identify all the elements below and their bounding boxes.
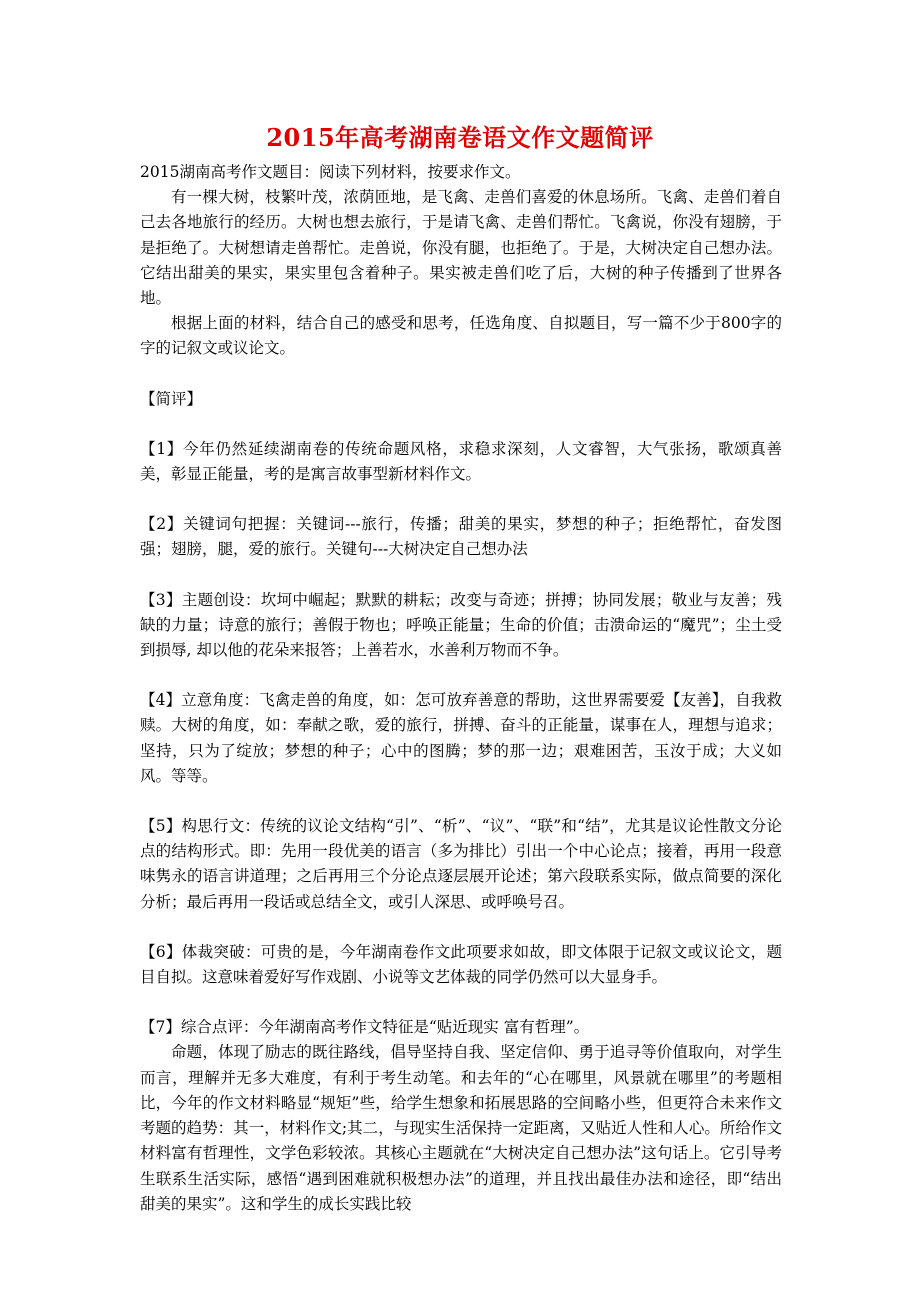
spacer [140, 990, 782, 1015]
document-body [140, 160, 782, 1217]
review-point-4: 【4】立意角度：飞禽走兽的角度，如：怎可放弃善意的帮助，这世界需要爱【友善】，自我救赎。大树的角度，如：奉献之歌，爱的旅行，拼搏、奋斗的正能量，谋事在人，理想与追求；坚持，只为了绽放；梦想的种子；心中的图腾；梦的那一边；艰难困苦，玉汝于成；大义如风。等等。 [140, 691, 782, 785]
spacer [140, 563, 782, 588]
spacer [140, 915, 782, 940]
spacer [140, 663, 782, 688]
review-point-6: 【6】体裁突破：可贵的是，今年湖南卷作文此项要求如故，即文体限于记叙文或议论文，题目自拟。这意味着爱好写作戏剧、小说等文艺体裁的同学仍然可以大显身手。 [140, 942, 782, 987]
spacer [140, 789, 782, 814]
final-paragraph: 命题，体现了励志的既往路线，倡导坚持自我、坚定信仰、勇于追寻等价值取向，对学生而言，理解并无多大难度，有利于考生动笔。和去年的“心在哪里，风景就在哪里”的考题相比，今年的作文材料略显“规矩”些，给学生想象和拓展思路的空间略小些，但更符合未来作文考题的趋势：其一，材料作文;其二，与现实生活保持一定距离，又贴近人性和人心。所给作文材料富有哲理性，文学色彩较浓。其核心主题就在“大树决定自己想办法”这句话上。它引导考生联系生活实际，感悟“遇到困难就积极想办法”的道理，并且找出最佳办法和途径，即“结出甜美的果实”。这和学生的成长实践比较 [140, 1043, 782, 1213]
material-paragraph: 有一棵大树，枝繁叶茂，浓荫匝地，是飞禽、走兽们喜爱的休息场所。飞禽、走兽们着自己去各地旅行的经历。大树也想去旅行，于是请飞禽、走兽们帮忙。飞禽说，你没有翅膀，于是拒绝了。大树想请走兽帮忙。走兽说，你没有腿，也拒绝了。于是，大树决定自己想办法。它结出甜美的果实，果实里包含着种子。果实被走兽们吃了后，大树的种子传播到了世界各地。 [140, 188, 782, 308]
prompt-intro: 2015湖南高考作文题目：阅读下列材料，按要求作文。 [140, 163, 521, 181]
review-point-1: 【1】今年仍然延续湖南卷的传统命题风格，求稳求深刻，人文睿智，大气张扬，歌颂真善美，彰显正能量，考的是寓言故事型新材料作文。 [140, 439, 782, 484]
review-point-3: 【3】主题创设：坎坷中崛起；默默的耕耘；改变与奇迹；拼搏；协同发展；敬业与友善；残缺的力量；诗意的旅行；善假于物也；呼唤正能量；生命的价值；击溃命运的“魔咒”；尘土受到损辱, 却以他的花朵来报答；上善若水，水善利万物而不争。 [140, 590, 782, 660]
spacer [140, 362, 782, 387]
review-point-5: 【5】构思行文：传统的议论文结构“引”、“析”、“议”、“联”和“结”，尤其是议论性散文分论点的结构形式。即：先用一段优美的语言（多为排比）引出一个中心论点；接着，再用一段意味隽永的语言讲道理；之后再用三个分论点逐层展开论述；第六段联系实际，做点简要的深化分析；最后再用一段话或总结全文，或引人深思、或呼唤号召。 [140, 817, 782, 911]
page-title: 2015年高考湖南卷语文作文题简评 [266, 123, 654, 152]
review-heading: 【简评】 [140, 389, 203, 408]
review-point-7: 【7】综合点评：今年湖南高考作文特征是“贴近现实 富有哲理”。 [140, 1018, 590, 1037]
spacer [140, 412, 782, 437]
requirement-paragraph: 根据上面的材料，结合自己的感受和思考，任选角度、自拟题目，写一篇不少于800字的字的记叙文或议论文。 [140, 314, 782, 358]
spacer [140, 487, 782, 512]
review-point-2: 【2】关键词句把握：关键词---旅行，传播；甜美的果实，梦想的种子；拒绝帮忙，奋发图强；翅膀，腿，爱的旅行。关键句---大树决定自己想办法 [140, 515, 782, 559]
